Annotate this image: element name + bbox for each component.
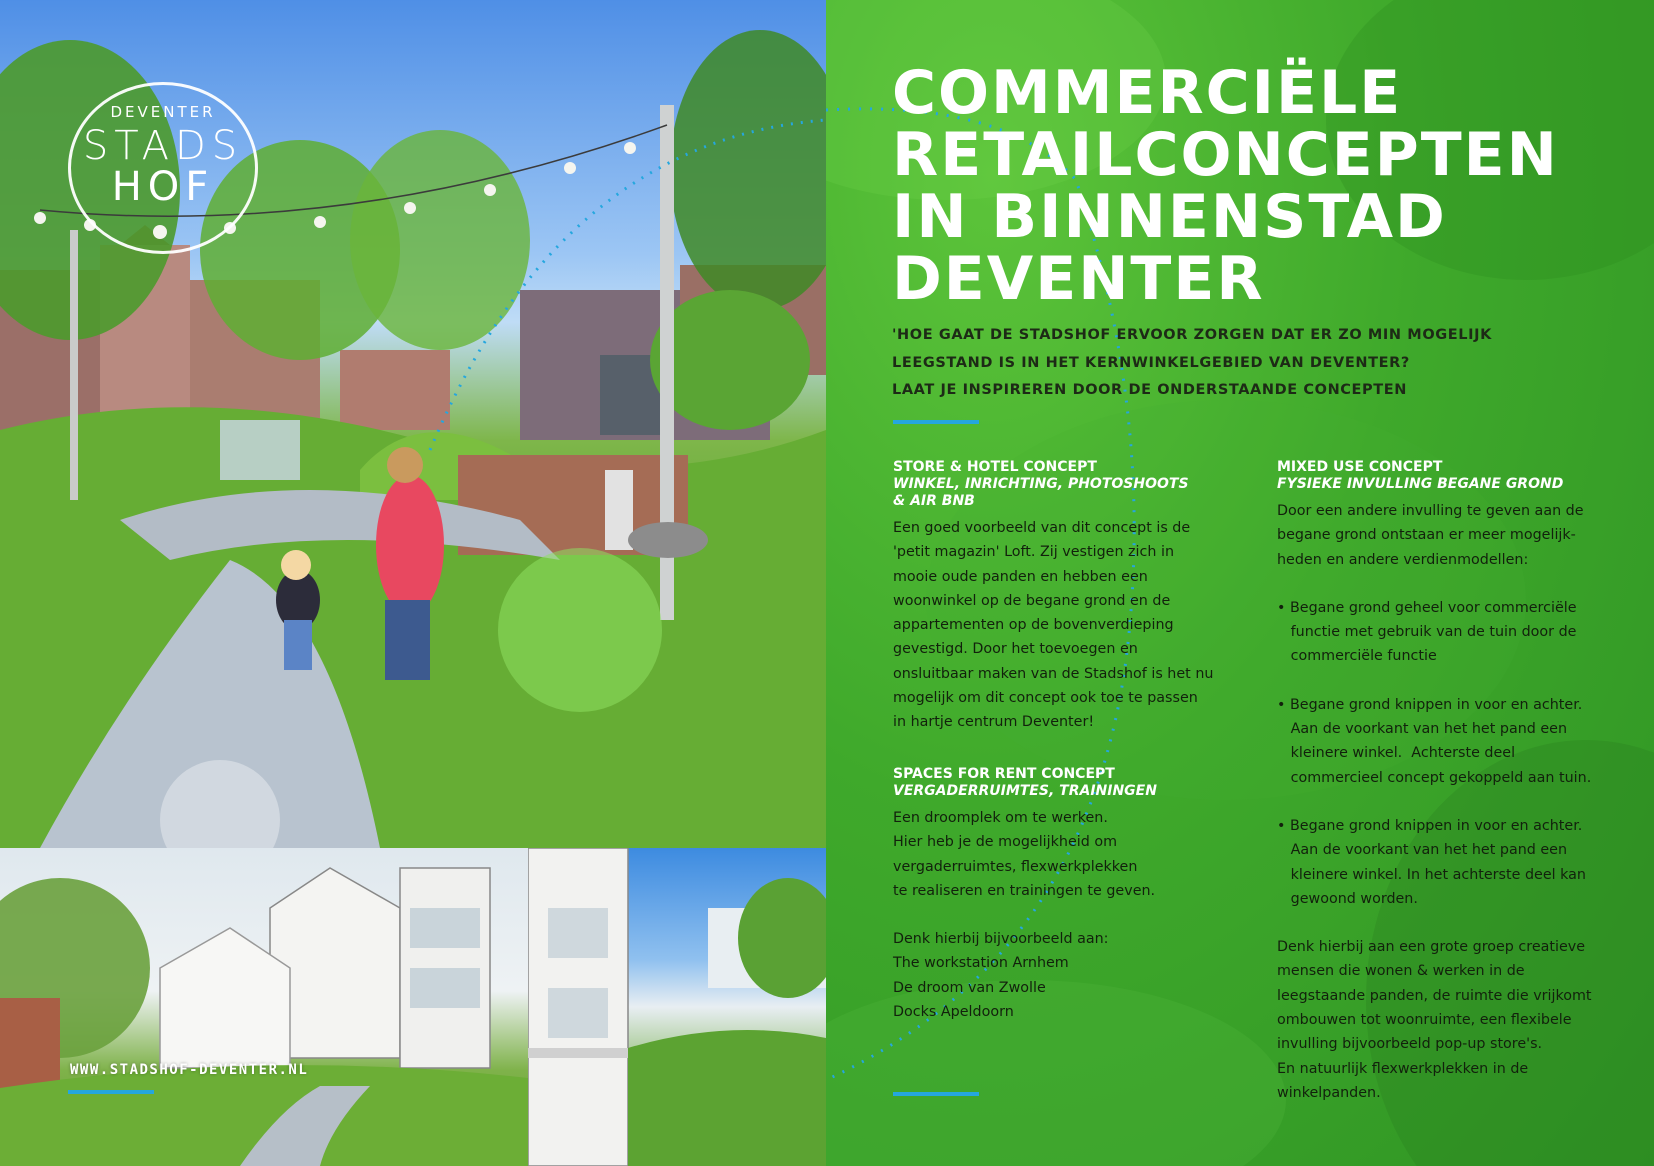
intro-question <box>892 322 1492 405</box>
logo-line-deventer: DEVENTER <box>110 103 216 121</box>
intro-line: LEEGSTAND IS IN HET KERNWINKELGEBIED VAN DEVENTER? <box>892 354 1410 371</box>
bullet-line: functie met gebruik van de tuin door de <box>1277 624 1577 641</box>
apartment-drawing <box>528 848 826 1166</box>
intro-line: LAAT JE INSPIREREN DOOR DE ONDERSTAANDE CONCEPTEN <box>892 382 1408 398</box>
logo-line-stads: STADS <box>82 123 244 169</box>
bullet-line: gewoond worden. <box>1277 890 1418 907</box>
body-line: mooie oude panden en hebben een <box>893 568 1148 585</box>
logo-line-hof: HOF <box>111 164 215 210</box>
body-line: appartementen op de bovenverdieping <box>893 617 1174 634</box>
body-line: mensen die wonen & werken in de <box>1277 963 1525 980</box>
body-line: Denk hierbij bijvoorbeeld aan: <box>893 931 1109 948</box>
courtyard-render-image <box>0 848 528 1166</box>
courtyard-drawing <box>0 848 528 1166</box>
title-line: DEVENTER <box>892 244 1265 314</box>
section-subheading: FYSIEKE INVULLING BEGANE GROND <box>1277 476 1564 492</box>
body-line: Door een andere invulling te geven aan de <box>1277 503 1584 519</box>
body-line: vergaderruimtes, flexwerkplekken <box>893 858 1138 875</box>
bullet-line: • Begane grond geheel voor commerciële <box>1277 599 1577 616</box>
example-item: The workstation Arnhem <box>893 955 1069 972</box>
bullet-line: Aan de voorkant van het het pand een <box>1277 842 1568 859</box>
page-title <box>892 58 1559 314</box>
section-subheading: & AIR BNB <box>893 493 975 509</box>
body-line: woonwinkel op de begane grond en de <box>893 592 1171 609</box>
body-line: te realiseren en trainingen te geven. <box>893 882 1156 899</box>
store-hotel-section <box>893 459 1253 735</box>
title-line: IN BINNENSTAD <box>892 182 1447 252</box>
website-url: WWW.STADSHOF-DEVENTER.NL <box>70 1062 309 1078</box>
section-heading: SPACES FOR RENT CONCEPT <box>893 766 1115 782</box>
bullet-line: Aan de voorkant van het het pand een <box>1277 721 1568 738</box>
mixed-use-section <box>1277 459 1647 1105</box>
body-line: in hartje centrum Deventer! <box>893 714 1095 731</box>
body-line: onsluitbaar maken van de Stadshof is het nu <box>893 665 1214 682</box>
body-line: mogelijk om dit concept ook toe te passen <box>893 690 1198 707</box>
section-subheading: VERGADERRUIMTES, TRAININGEN <box>893 783 1157 799</box>
body-line: Hier heb je de mogelijkheid om <box>893 834 1118 851</box>
example-item: De droom van Zwolle <box>893 979 1046 996</box>
bullet-line: kleinere winkel. Achterste deel <box>1277 745 1516 762</box>
body-line: begane grond ontstaan er meer mogelijk- <box>1277 527 1576 544</box>
bullet-line: commerciële functie <box>1277 648 1437 665</box>
body-line: ombouwen tot woonruimte, een flexibele <box>1277 1012 1572 1029</box>
garden-illustration <box>0 0 826 848</box>
body-line: leegstaande panden, de ruimte die vrijkomt <box>1277 987 1592 1004</box>
body-line: heden en andere verdienmodellen: <box>1277 551 1529 568</box>
body-line: 'petit magazin' Loft. Zij vestigen zich in <box>893 544 1175 561</box>
bullet-line: kleinere winkel. In het achterste deel kan <box>1277 866 1586 883</box>
stadshof-logo <box>68 82 258 254</box>
body-line: En natuurlijk flexwerkplekken in de <box>1277 1060 1529 1077</box>
bullet-line: commercieel concept gekoppeld aan tuin. <box>1277 769 1592 786</box>
section-heading: MIXED USE CONCEPT <box>1277 459 1443 475</box>
section-heading: STORE & HOTEL CONCEPT <box>893 459 1097 475</box>
section-body <box>893 806 1253 1024</box>
spaces-section <box>893 766 1253 1024</box>
website-underline <box>68 1090 154 1094</box>
bullet-line: • Begane grond knippen in voor en achter. <box>1277 817 1583 834</box>
body-line: Denk hierbij aan een grote groep creatieve <box>1277 939 1586 956</box>
title-line: COMMERCIËLE <box>892 58 1403 128</box>
body-line: invulling bijvoorbeeld pop-up store's. <box>1277 1036 1543 1053</box>
section-subheading: WINKEL, INRICHTING, PHOTOSHOOTS <box>893 476 1189 492</box>
bullet-line: • Begane grond knippen in voor en achter. <box>1277 696 1583 713</box>
section-body <box>1277 499 1647 1105</box>
intro-line: 'HOE GAAT DE STADSHOF ERVOOR ZORGEN DAT ER ZO MIN MOGELIJK <box>892 327 1492 343</box>
title-line: RETAILCONCEPTEN <box>892 120 1559 190</box>
example-item: Docks Apeldoorn <box>893 1004 1014 1021</box>
body-line: winkelpanden. <box>1277 1084 1381 1101</box>
footer-underline <box>893 1092 979 1096</box>
apartment-render-image <box>528 848 826 1166</box>
intro-underline <box>893 420 979 424</box>
body-line: Een goed voorbeeld van dit concept is de <box>893 520 1191 536</box>
body-line: Een droomplek om te werken. <box>893 810 1108 826</box>
body-line: gevestigd. Door het toevoegen en <box>893 641 1138 658</box>
section-body <box>893 516 1253 735</box>
